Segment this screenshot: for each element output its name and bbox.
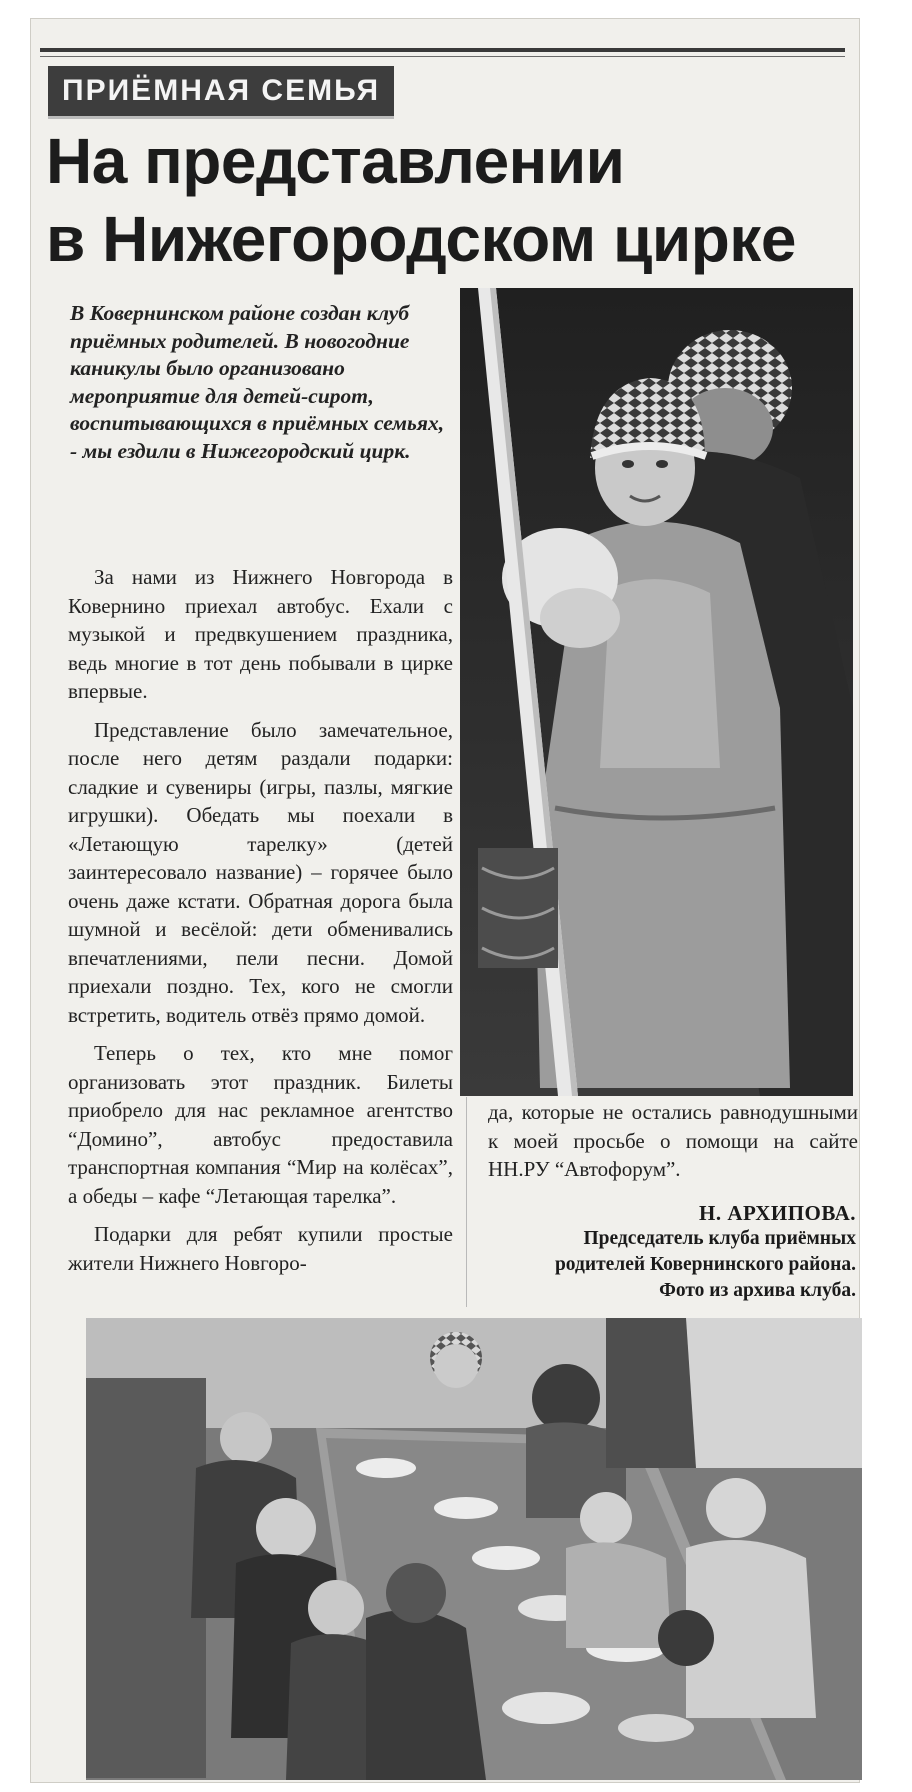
- author-role-1: Председатель клуба приёмных: [583, 1228, 856, 1249]
- article-byline: [436, 1200, 856, 1304]
- photo-girl-illustration: [460, 288, 853, 1096]
- article-column-2: [488, 1098, 858, 1184]
- article-lead: В Ковернинском районе создан клуб приёмных родителей. В новогодние каникулы было организовано мероприятие для детей-сирот, воспитывающихся в приёмных семьях, - мы ездили в Нижегородский цирк.: [70, 301, 445, 463]
- top-rule: [40, 48, 845, 52]
- paragraph-5: да, которые не остались равнодушными к моей просьбе о помощи на сайте НН.РУ “Автофорум”.: [488, 1100, 858, 1181]
- author-role-2: родителей Ковернинского района.: [554, 1254, 856, 1275]
- top-rule-thin: [40, 56, 845, 57]
- rubric-label: ПРИЁМНАЯ СЕМЬЯ: [48, 66, 394, 119]
- headline-line-2: в Нижегородском цирке: [46, 203, 796, 275]
- paragraph-3: Теперь о тех, кто мне помог организовать этот праздник. Билеты приобрело для нас рекламное агентство “Домино”, автобус предоставила транспортная компания “Мир на колёсах”, а обеды – кафе “Летающая тарелка”.: [68, 1041, 453, 1208]
- article-column-1: [68, 563, 453, 1277]
- headline-line-1: На представлении: [46, 125, 625, 197]
- author-name: Н. АРХИПОВА.: [699, 1201, 856, 1225]
- photo-girl-at-circus: [460, 288, 853, 1096]
- paragraph-1: За нами из Нижнего Новгорода в Ковернино приехал автобус. Ехали с музыкой и предвкушением праздника, ведь многие в тот день побывали в цирке впервые.: [68, 565, 453, 703]
- paragraph-2: Представление было замечательное, после него детям раздали подарки: сладкие и сувениры (игры, пазлы, мягкие игрушки). Обедать мы поехали в «Летающую тарелку» (детей заинтересовало название) – горячее было очень даже кстати. Обратная дорога была шумной и весёлой: дети обменивались впечатлениями, пели песни. Домой приехали поздно. Тех, кого не смогли встретить, водитель отвёз прямо домой.: [68, 717, 453, 1027]
- photo-children-at-dinner: [86, 1318, 862, 1780]
- photo-dinner-illustration: [86, 1318, 862, 1780]
- paragraph-4: Подарки для ребят купили простые жители Нижнего Новгоро-: [68, 1222, 453, 1275]
- photo-credit: Фото из архива клуба.: [659, 1280, 856, 1301]
- article-headline: [46, 122, 826, 278]
